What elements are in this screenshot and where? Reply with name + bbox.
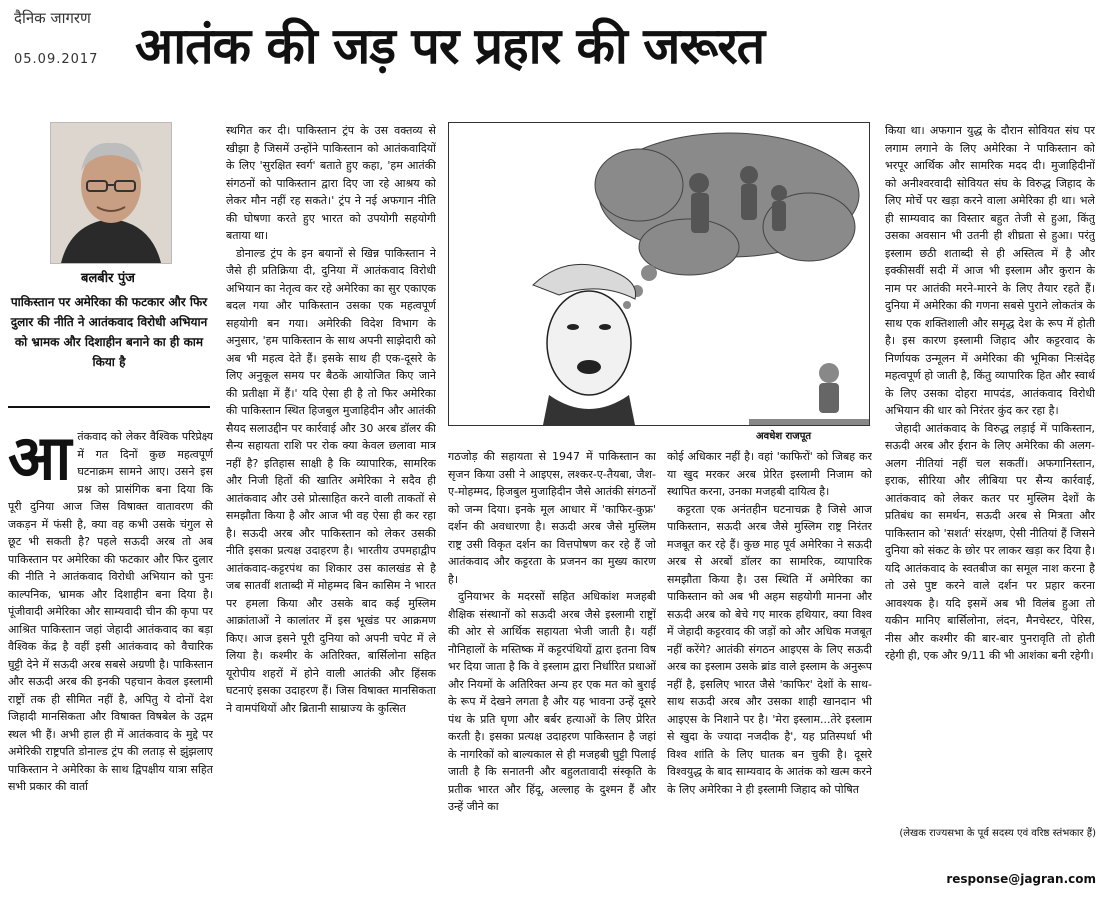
author-photo (50, 122, 172, 264)
article-column-4 (667, 448, 872, 894)
author-name: बलबीर पुंज (81, 271, 135, 286)
paragraph: गठजोड़ की सहायता से 1947 में पाकिस्तान का सृजन किया उसी ने आइएस, लश्कर-ए-तैयबा, जैश-ए-मोहम्मद, हिजबुल मुजाहिदीन जैसे आतंकी संगठनों को जन्म दिया। इनके मूल आधार में 'काफिर-कुफ्र' दर्शन की अवधारणा है। सऊदी अरब जैसे मुस्लिम राष्ट्र उसी विकृत दर्शन का वित्तपोषण कर रहे हैं जो आतंकवाद और कट्टरता के प्रजनन का मुख्य कारण है। (448, 450, 656, 586)
paragraph: जेहादी आतंकवाद के विरुद्ध लड़ाई में पाकिस्तान, सऊदी अरब और ईरान के लिए अमेरिका की अलग-अलग नीतियां नहीं चल सकतीं। अफगानिस्तान, इराक, सीरिया और लीबिया पर सैन्य कार्रवाई, आतंकवाद को लेकर कतर पर मुस्लिम देशों के प्रतिबंध का समर्थन, सऊदी अरब से मित्रता और पाकिस्तान को 'सशर्त' संरक्षण, ऐसी नीतियां हैं जिसने दुनिया को संकट के छोर पर लाकर खड़ा कर दिया है। यदि आतंकवाद के स्वतबीज का समूल नाश करना है तो उसे पुष्ट करने वाले दर्शन पर प्रहार करना आवश्यक है। यदि इसमें अब भी विलंब हुआ तो यकीन मानिए बार्सिलोना, लंदन, मैनचेस्टर, पेरिस, नीस और कश्मीर की बार-बार पुनरावृति तो होती रहेगी ही, एक और 9/11 की भी आशंका बनी रहेगी। (885, 421, 1095, 662)
publication-date: 05.09.2017 (14, 52, 99, 67)
editorial-cartoon (448, 122, 870, 426)
newspaper-masthead: दैनिक जागरण (14, 9, 91, 27)
paragraph: किया था। अफगान युद्ध के दौरान सोवियत संघ पर लगाम लगाने के लिए अमेरिका ने पाकिस्तान को भरपूर आर्थिक और सामरिक मदद दी। मुजाहिदीनों को अनीश्वरवादी सोवियत संघ के विरुद्ध जिहाद के लिए मोर्चे पर खड़ा करने वाला अमेरिका ही था। भले ही साम्यवाद का विस्तार बहुत तेजी से हुआ, किंतु उसका अवसान भी उतनी ही शीघ्रता से हुआ। परंतु इस्लाम छठी शताब्दी से ही अस्तित्व में है और इक्कीसवीं सदी में आज भी इस्लाम और कुरान के नाम पर आतंकी मरने-मारने के लिए तैयार रहते हैं। दुनिया में अमेरिका की गणना सबसे पुराने लोकतंत्र के साथ एक शक्तिशाली और समृद्ध देश के रूप में होती है। इस कारण इस्लामी जिहाद और कट्टरवाद के निर्णायक उन्मूलन में अमेरिका की भूमिका निःसंदेह महत्वपूर्ण हो जाती है, किंतु व्यापारिक हित और स्वार्थ के लिए उसका दोहरा मापदंड, आतंकवाद विरोधी अभियान की धार को निरंतर कुंद कर रहा है। (885, 124, 1095, 417)
author-bio: (लेखक राज्यसभा के पूर्व सदस्य एवं वरिष्ठ स्तंभकार हैं) (899, 828, 1096, 839)
paragraph: कट्टरता एक अनंतहीन घटनाचक्र है जिसे आज पाकिस्तान, सऊदी अरब जैसे मुस्लिम राष्ट्र निरंतर मजबूत कर रहे हैं। कुछ माह पूर्व अमेरिका ने सऊदी अरब से अरबों डॉलर का सामरिक, व्यापारिक समझौता किया है। उस स्थिति में अमेरिका का पाकिस्तान को अब भी अहम सहयोगी मानना और सऊदी अरब को बेचे गए मारक हथियार, क्या विश्व में जेहादी कट्टरवाद की जड़ों को और अधिक मजबूत नहीं करेंगे? आतंकी संगठन आइएस के लिए सऊदी अरब का इस्लाम उसके ब्रांड वाले इस्लाम के अनुरूप नहीं है, इसलिए भारत जैसे 'काफिर' देशों के साथ-साथ सऊदी अरब और उसका शाही खानदान भी आइएस के निशाने पर है। 'मेरा इस्लाम...तेरे इस्लाम से खुदा के ज्यादा नजदीक है', यह प्रतिस्पर्धा भी विश्व शांति के लिए घातक बन चुकी है। दूसरे विश्वयुद्ध के बाद साम्यवाद के आतंक को खत्म करने के लिए अमेरिका ने ही इस्लामी जिहाद को पोषित (667, 502, 872, 796)
paragraph: दुनियाभर के मदरसों सहित अधिकांश मजहबी शैक्षिक संस्थानों को सऊदी अरब जैसे इस्लामी राष्ट्रों की ओर से आर्थिक सहायता भेजी जाती है। यहीं नौनिहालों के मस्तिष्क में कट्टरपंथियों द्वारा इतना विष भर दिया जाता है कि वे इस्लाम द्वारा निर्धारित प्रथाओं और नियमों के अतिरिक्त अन्य हर एक मत को बुराई के रूप में देखने लगता है और यह भावना उन्हें दूसरे पंथ के प्रति घृणा और बर्बर हत्याओं के लिए प्रेरित करती है। इसका प्रत्यक्ष उदाहरण पाकिस्तान है जहां के नागरिकों को बाल्यकाल से ही मजहबी घुट्टी पिलाई जाती है कि सनातनी और बहुलतावादी संस्कृति के प्रतीक भारत और हिंदू, अल्लाह के दुश्मन हैं और उन्हें जीने का (448, 590, 656, 813)
article-tagline: पाकिस्तान पर अमेरिका की फटकार और फिर दुलार की नीति ने आतंकवाद विरोधी अभियान को भ्रामक और दिशाहीन बनाने का ही काम किया है (10, 295, 208, 369)
paragraph: स्थगित कर दी। पाकिस्तान ट्रंप के उस वक्तव्य से खीझा है जिसमें उन्होंने पाकिस्तान को आतंकवादियों के लिए 'सुरक्षित स्वर्ग' बताते हुए कहा, 'हम आतंकी संगठनों को पाकिस्तान द्वारा दिए जा रहे आश्रय को लेकर मौन नहीं रह सकते।' ट्रंप ने नई अफगान नीति की घोषणा करते हुए भारत को उपयोगी सहयोगी बताया था। (226, 124, 436, 242)
small-figure-icon (819, 363, 839, 413)
divider (8, 406, 210, 408)
paragraph: तंकवाद को लेकर वैश्विक परिप्रेक्ष्य में गत दिनों कुछ महत्वपूर्ण घटनाक्रम सामने आए। उसने इस प्रश्न को प्रासंगिक बना दिया कि पूरी दुनिया आज जिस विषाक्त वातावरण की जकड़न में फंसी है, क्या वह कभी उसके चंगुल से छूट भी सकती है? पहले सऊदी अरब तो अब पाकिस्तान पर अमेरिका की फटकार और फिर दुलार की नीति ने आतंकवाद विरोधी अभियान को पुनः काल्पनिक, भ्रामक और दिशाहीन बना दिया है। पूंजीवादी अमेरिका और साम्यवादी चीन की कृपा पर आश्रित पाकिस्तान जहां जेहादी आतंकवाद का बड़ा वैश्विक केंद्र है वहीं इसी आतंकवाद को वैचारिक घुट्टी देने में सऊदी अरब सबसे अग्रणी है। पाकिस्तान और सऊदी अरब की इनकी पहचान केवल इस्लामी राष्ट्रों तक ही सीमित नहीं है, अपितु ये दोनों देश जिहादी मानसिकता और विषाक्त विषबेल के उद्गम स्थल भी हैं। अभी हाल ही में आतंकवाद के मुद्दे पर अमेरिकी राष्ट्रपति डोनाल्ड ट्रंप की लताड़ से झुंझलाए पाकिस्तान ने अमेरिका के साथ द्विपक्षीय यात्रा सहित सभी प्रकार की वार्ता (8, 430, 213, 793)
response-email[interactable]: response@jagran.com (946, 872, 1096, 886)
paragraph: कोई अधिकार नहीं है। वहां 'काफिरों' को जिबह कर या खुद मरकर अरब प्रेरित इस्लामी निजाम को स्थापित करना, उनका मजहबी दायित्व है। (667, 450, 872, 498)
article-column-2 (226, 122, 436, 894)
author-portrait-icon (51, 123, 171, 263)
article-headline: आतंक की जड़ पर प्रहार की जरूरत (135, 17, 765, 75)
cartoon-illustration (449, 123, 869, 425)
drop-cap: आ (8, 428, 72, 494)
illustration-credit: अवधेश राजपूत (756, 431, 812, 442)
article-column-5 (885, 122, 1095, 822)
article-column-3 (448, 448, 656, 894)
paragraph: डोनाल्ड ट्रंप के इन बयानों से खिन्न पाकिस्तान ने जैसे ही प्रतिक्रिया दी, दुनिया में आतंकवाद विरोधी अभियान का नेतृत्व कर रहे अमेरिका का सुर एकाएक बदल गया और पाकिस्तान उसका एक महत्वपूर्ण सहयोगी बन गया। अमेरिकी विदेश विभाग के अनुसार, 'हम पाकिस्तान के साथ अपनी साझेदारी को अब भी महत्व देते हैं। इसके साथ ही एक-दूसरे के लिए अनुकूल समय पर बैठकें आयोजित किए जाने की प्रतीक्षा में हैं।' यदि ऐसा ही है तो फिर अमेरिका की पाकिस्तान स्थित हिजबुल मुजाहिदीन और आतंकी सैयद सलाउद्दीन पर कार्रवाई और 30 अरब डॉलर की सैन्य सहायता राशि पर रोक क्या केवल छलावा मात्र नहीं है? इतिहास साक्षी है कि व्यापारिक, सामरिक और निजी हितों की खातिर अमेरिका ने सदैव ही आतंकवाद और उसे प्रोत्साहित करने वाली ताकतों से समझौता किया है और आज भी वह ऐसा ही कर रहा है। सऊदी अरब और पाकिस्तान को लेकर उसकी नीति इसका प्रत्यक्ष उदाहरण है। भारतीय उपमहाद्वीप आतंकवाद-कट्टरपंथ का शिकार उस कालखंड से है जब सातवीं शताब्दी में मोहम्मद बिन कासिम ने भारत पर हमला किया और उसके बाद कई मुस्लिम आक्रांताओं ने कालांतर में इस भूखंड पर आक्रमण किए। आज इसने पूरी दुनिया को अपनी चपेट में ले लिया है। कश्मीर के अतिरिक्त, बार्सिलोना सहित यूरोपीय शहरों में होने वाली आतंकी और हिंसक घटनाएं इसका उदाहरण हैं। जिस विषाक्त मानसिकता ने वामपंथियों और ब्रितानी साम्राज्य के कुत्सित (226, 246, 436, 715)
article-column-1 (8, 428, 213, 894)
